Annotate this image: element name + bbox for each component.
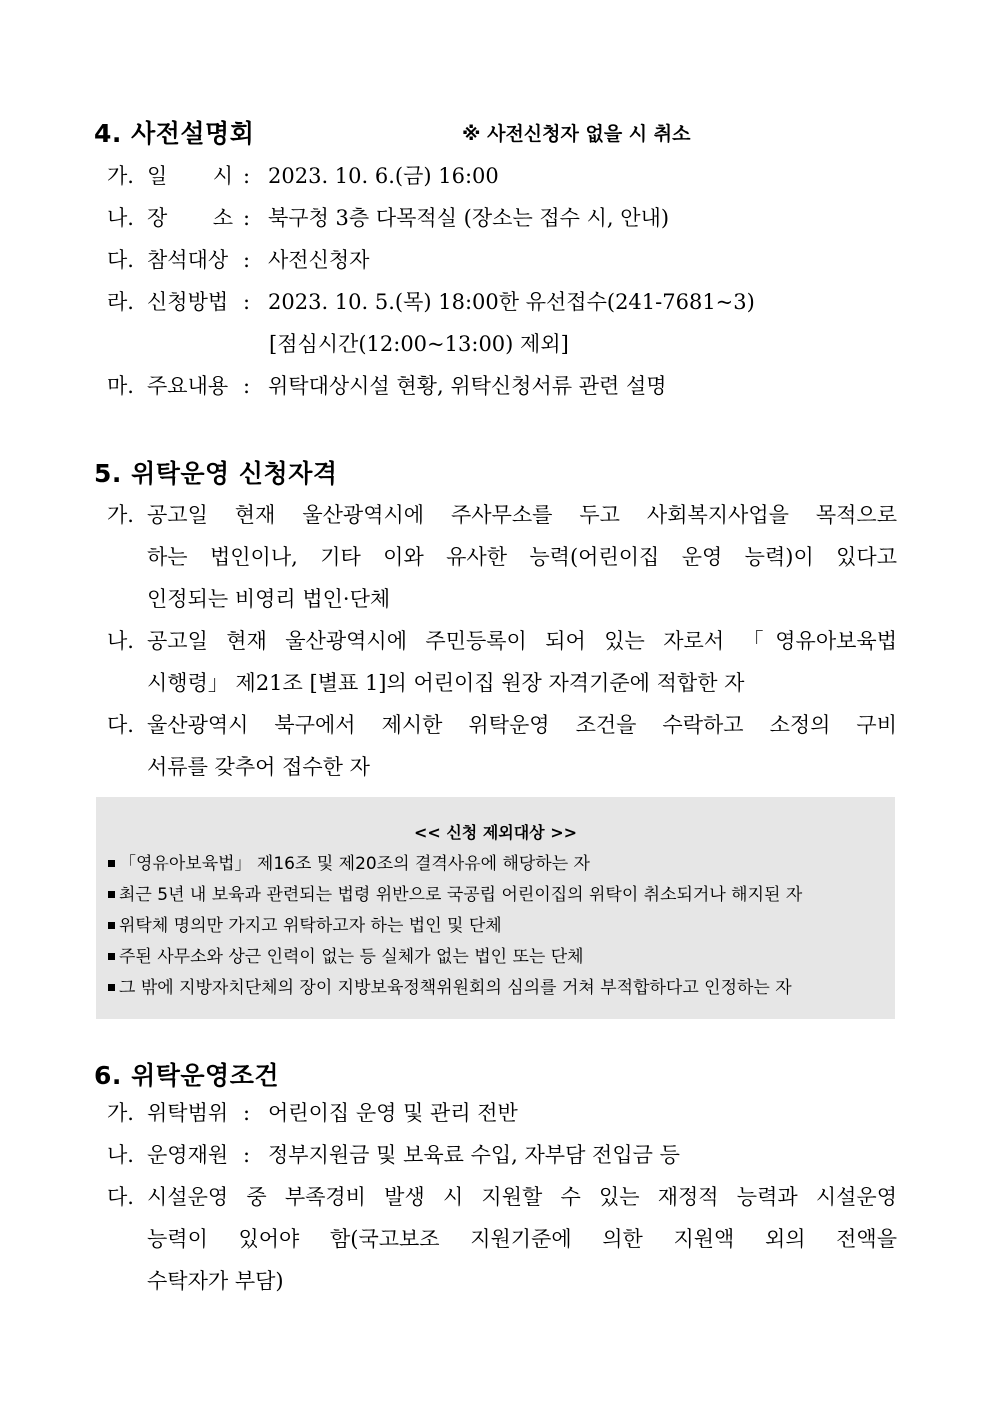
item-line: 하는 법인이나, 기타 이와 유사한 능력(어린이집 운영 능력)이 있다고 (147, 545, 897, 569)
exclusion-box-title: << 신청 제외대상 >> (413, 823, 578, 842)
item-marker: 나. (107, 1143, 134, 1167)
exclusion-item-text: 위탁체 명의만 가지고 위탁하고자 하는 법인 및 단체 (119, 916, 502, 936)
item-marker: 가. (107, 164, 134, 188)
exclusion-item (108, 911, 502, 936)
item-value: 정부지원금 및 보육료 수입, 자부담 전입금 등 (268, 1143, 680, 1167)
exclusion-item-text: 그 밖에 지방자치단체의 장이 지방보육정책위원회의 심의를 거쳐 부적합하다고 인정하는 자 (119, 978, 792, 998)
section-6-title: 6. 위탁운영조건 (94, 1061, 279, 1090)
item-marker: 나. (107, 629, 134, 653)
bullet-square-icon (108, 984, 115, 991)
item-marker: 나. (107, 206, 134, 230)
item-value: 북구청 3층 다목적실 (장소는 접수 시, 안내) (268, 206, 670, 230)
exclusion-item (108, 849, 590, 874)
item-colon: : (243, 164, 251, 188)
bullet-square-icon (108, 860, 115, 867)
item-label: 위탁범위 (147, 1101, 229, 1125)
item-colon: : (243, 1143, 251, 1167)
item-marker: 가. (107, 503, 134, 527)
exclusion-item (108, 942, 584, 967)
section-4-note: ※ 사전신청자 없을 시 취소 (462, 123, 691, 145)
item-marker: 다. (107, 1185, 134, 1209)
section-4-title: 4. 사전설명회 (94, 119, 255, 148)
item-line: 공고일 현재 울산광역시에 주민등록이 되어 있는 자로서 「영유아보육법 (147, 629, 897, 653)
item-line: 공고일 현재 울산광역시에 주사무소를 두고 사회복지사업을 목적으로 (147, 503, 897, 527)
item-colon: : (243, 1101, 251, 1125)
item-label: 신청방법 (147, 290, 229, 314)
item-marker: 다. (107, 248, 134, 272)
exclusion-item-text: 최근 5년 내 보육과 관련되는 법령 위반으로 국공립 어린이집의 위탁이 취소되거나 해지된 자 (119, 885, 803, 905)
item-label: 일 시 (147, 164, 233, 188)
exclusion-box (96, 797, 895, 1019)
item-line: 서류를 갖추어 접수한 자 (147, 755, 370, 779)
bullet-square-icon (108, 891, 115, 898)
item-marker: 마. (107, 374, 134, 398)
item-value: 어린이집 운영 및 관리 전반 (268, 1101, 518, 1125)
exclusion-item-text: 주된 사무소와 상근 인력이 없는 등 실체가 없는 법인 또는 단체 (119, 947, 584, 967)
item-line: 시설운영 중 부족경비 발생 시 지원할 수 있는 재정적 능력과 시설운영 (147, 1185, 897, 1209)
item-value: 위탁대상시설 현황, 위탁신청서류 관련 설명 (268, 374, 667, 398)
bullet-square-icon (108, 922, 115, 929)
item-label: 주요내용 (147, 374, 229, 398)
item-colon: : (243, 248, 251, 272)
bullet-square-icon (108, 953, 115, 960)
item-label: 장 소 (147, 206, 233, 230)
item-line: 울산광역시 북구에서 제시한 위탁운영 조건을 수락하고 소정의 구비 (147, 713, 897, 737)
item-colon: : (243, 206, 251, 230)
item-value: 2023. 10. 6.(금) 16:00 (268, 164, 499, 188)
item-line: 인정되는 비영리 법인·단체 (147, 587, 391, 611)
item-marker: 라. (107, 290, 134, 314)
section-4-item-application-continuation: [점심시간(12:00~13:00) 제외] (269, 332, 569, 356)
item-value: 사전신청자 (268, 248, 370, 272)
item-line: 수탁자가 부담) (147, 1269, 284, 1293)
item-colon: : (243, 290, 251, 314)
item-label: 운영재원 (147, 1143, 229, 1167)
section-5-title: 5. 위탁운영 신청자격 (94, 459, 338, 488)
item-marker: 다. (107, 713, 134, 737)
item-colon: : (243, 374, 251, 398)
exclusion-item (108, 880, 802, 905)
item-line: 시행령」 제21조 [별표 1]의 어린이집 원장 자격기준에 적합한 자 (147, 671, 745, 695)
item-value: 2023. 10. 5.(목) 18:00한 유선접수(241-7681~3) (268, 290, 755, 314)
exclusion-item (108, 973, 792, 998)
item-marker: 가. (107, 1101, 134, 1125)
item-label: 참석대상 (147, 248, 229, 272)
exclusion-item-text: 「영유아보육법」 제16조 및 제20조의 결격사유에 해당하는 자 (119, 854, 590, 874)
item-line: 능력이 있어야 함(국고보조 지원기준에 의한 지원액 외의 전액을 (147, 1227, 897, 1251)
